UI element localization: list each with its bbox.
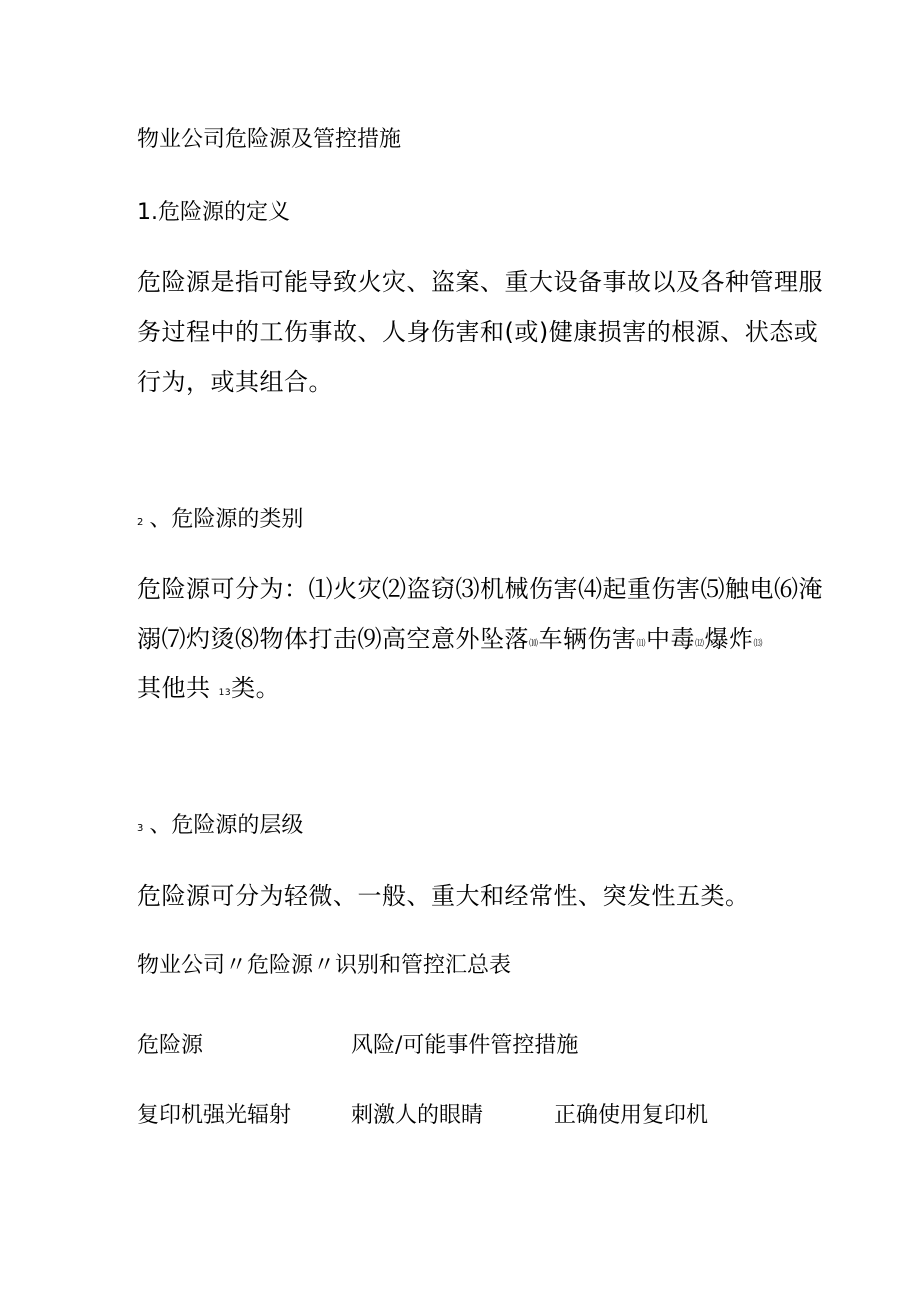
section-2-item-10-marker: ⑽	[529, 639, 539, 649]
section-2-item-12-marker: ⑿	[695, 639, 705, 649]
table-title: 物业公司〃危险源〃识别和管控汇总表	[137, 953, 512, 978]
document-title: 物业公司危险源及管控措施	[137, 127, 402, 152]
section-2-line-2-text-d: 爆炸	[704, 625, 754, 653]
section-2-item-11-marker: ⑾	[636, 639, 647, 649]
section-3-heading: 、危险源的层级	[149, 813, 304, 838]
section-2-heading-row	[137, 509, 303, 531]
section-2-heading: 、危险源的类别	[149, 507, 304, 532]
section-2-count: 13	[218, 688, 232, 698]
section-1-line-3: 行为，或其组合。	[137, 368, 333, 396]
table-header-hazard: 危险源	[137, 1033, 204, 1058]
section-2-line-2-text-c: 中毒	[646, 625, 696, 653]
table-header-risk-measures: 风险/可能事件管控措施	[351, 1033, 579, 1058]
section-2-line-2-text-b: 车辆伤害	[538, 625, 637, 653]
section-2-line-3-text-b: 类。	[231, 674, 281, 702]
section-2-item-13-marker: ⒀	[753, 639, 764, 649]
section-2-line-3-text-a: 其他共	[137, 674, 211, 702]
section-2-line-2	[137, 627, 763, 651]
table-cell-hazard: 复印机强光辐射	[137, 1103, 292, 1128]
section-2-line-3	[137, 676, 280, 700]
section-3-heading-row	[137, 815, 303, 837]
table-cell-risk: 刺激人的眼睛	[351, 1103, 484, 1128]
section-1-line-2: 务过程中的工伤事故、人身伤害和(或)健康损害的根源、状态或	[137, 318, 819, 346]
section-2-line-2-text-a: 溺⑺灼烫⑻物体打击⑼高空意外坠落	[137, 625, 529, 653]
section-2-line-1: 危险源可分为：⑴火灾⑵盗窃⑶机械伤害⑷起重伤害⑸触电⑹淹	[137, 575, 823, 603]
section-1-line-1: 危险源是指可能导致火灾、盗案、重大设备事故以及各种管理服	[137, 268, 823, 296]
section-2-number: 2	[137, 517, 144, 528]
table-cell-measure: 正确使用复印机	[554, 1103, 709, 1128]
section-3-number: 3	[137, 823, 144, 834]
section-3-line: 危险源可分为轻微、一般、重大和经常性、突发性五类。	[137, 882, 750, 910]
section-1-heading: 1.危险源的定义	[137, 200, 290, 225]
